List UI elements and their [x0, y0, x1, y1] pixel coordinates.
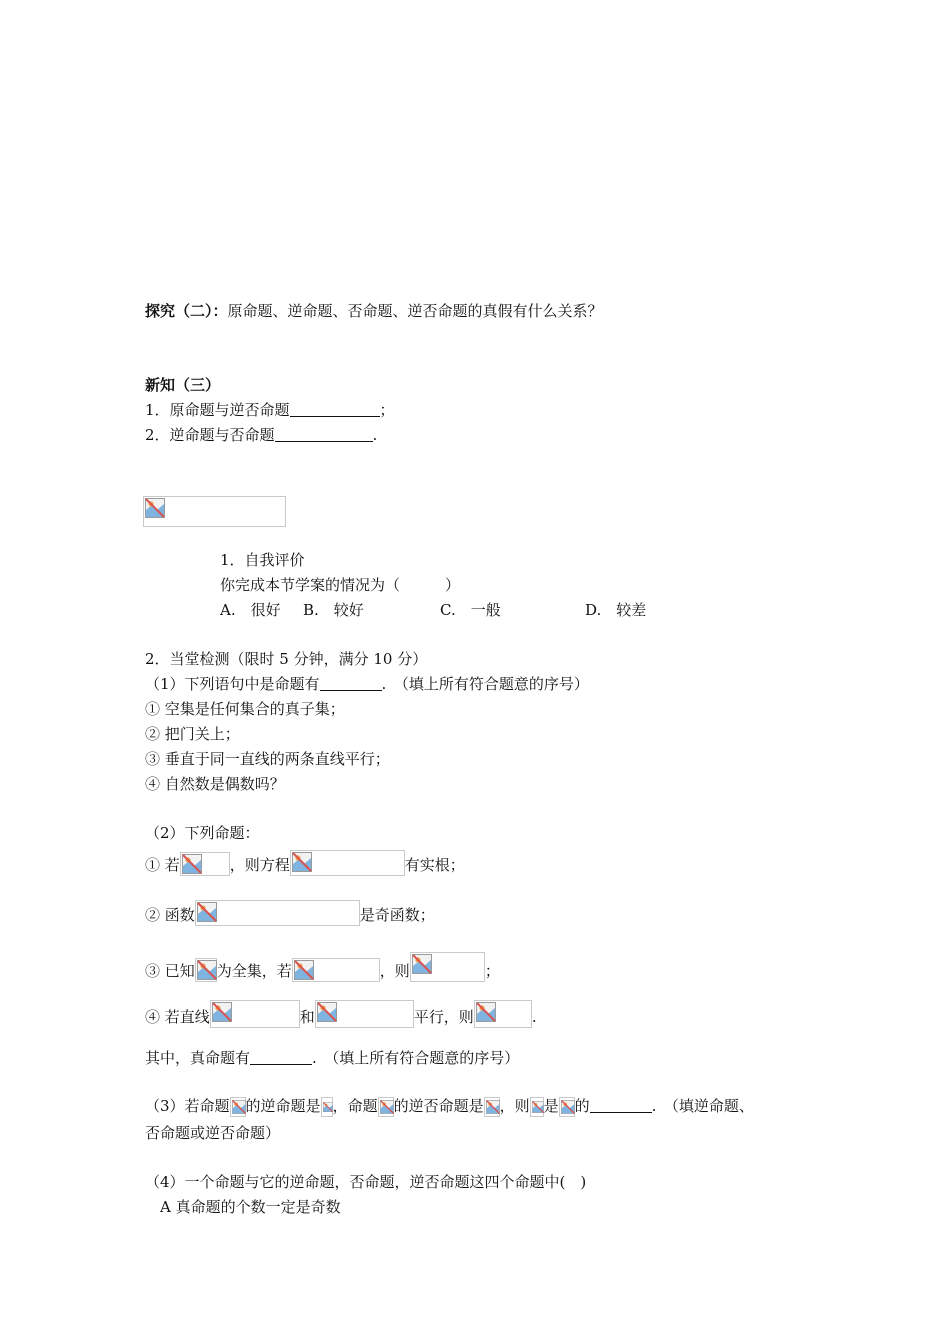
explore-2-question: 原命题、逆命题、否命题、逆否命题的真假有什么关系？	[227, 302, 603, 320]
broken-image-icon	[292, 852, 312, 872]
quiz-heading: 2．当堂检测（限时 5 分钟，满分 10 分）	[145, 650, 428, 668]
formula-image	[210, 1000, 300, 1028]
formula-image	[315, 1000, 414, 1028]
self-eval-question: 你完成本节学案的情况为（ ）	[220, 576, 461, 594]
q2-prop-4: ④ 若直线 和 平行，则 .	[145, 1000, 537, 1028]
broken-image-icon	[145, 498, 165, 518]
q2-prop-2: ② 函数 是奇函数；	[145, 900, 435, 926]
answer-blank[interactable]	[590, 1097, 652, 1113]
formula-image	[410, 952, 485, 982]
q3-line-2: 否命题或逆否命题）	[145, 1124, 281, 1142]
option-c[interactable]: C. 一般	[440, 601, 501, 619]
broken-image-icon	[317, 1002, 337, 1022]
q2-prop-3: ③ 已知 为全集，若 ，则 ；	[145, 952, 500, 982]
broken-image-icon	[197, 960, 217, 980]
broken-image-icon	[294, 960, 314, 980]
q3-line-1: （3）若命题 的逆命题是 ，命题 的逆否命题是 ，则 是 的 . （填逆命题、	[145, 1097, 754, 1115]
formula-image	[290, 850, 405, 876]
formula-image	[195, 900, 360, 926]
self-eval-heading: 1．自我评价	[220, 551, 305, 569]
answer-blank[interactable]	[290, 401, 380, 417]
q1-item-3: ③ 垂直于同一直线的两条直线平行；	[145, 750, 390, 768]
broken-image-icon	[212, 1002, 232, 1022]
q1-item-4: ④ 自然数是偶数吗？	[145, 775, 285, 793]
formula-image	[195, 958, 217, 982]
q4-stem: （4）一个命题与它的逆命题，否命题，逆否命题这四个命题中( )	[145, 1173, 587, 1191]
broken-image-icon	[486, 1099, 500, 1115]
option-a[interactable]: A. 很好	[220, 601, 281, 619]
formula-image	[321, 1097, 333, 1117]
broken-image-icon	[197, 902, 217, 922]
new-knowledge-item-2: 2．逆命题与否命题 .	[145, 426, 378, 444]
broken-image-icon	[412, 954, 432, 974]
option-d[interactable]: D. 较差	[585, 601, 647, 619]
new-knowledge-3-title: 新知（三）	[145, 376, 221, 394]
formula-image	[292, 958, 380, 982]
answer-blank[interactable]	[275, 426, 373, 442]
formula-image	[378, 1097, 394, 1117]
formula-image	[230, 1097, 246, 1117]
broken-image-icon	[182, 854, 202, 874]
explore-2-line	[145, 301, 603, 321]
broken-image-icon	[380, 1099, 394, 1115]
broken-image-icon	[476, 1002, 496, 1022]
broken-image-icon	[561, 1099, 575, 1115]
image-placeholder	[143, 496, 286, 527]
q2-prop-1: ① 若 ，则方程 有实根；	[145, 850, 465, 876]
formula-image	[180, 852, 230, 876]
broken-image-icon	[323, 1099, 333, 1115]
q1-item-1: ① 空集是任何集合的真子集；	[145, 700, 345, 718]
q4-option-a[interactable]: A 真命题的个数一定是奇数	[160, 1198, 341, 1216]
formula-image	[559, 1097, 575, 1117]
q1-item-2: ② 把门关上；	[145, 725, 240, 743]
q2-stem: （2）下列命题：	[145, 824, 260, 842]
formula-image	[530, 1097, 544, 1117]
answer-blank[interactable]	[250, 1049, 312, 1065]
q2-answer: 其中，真命题有 . （填上所有符合题意的序号）	[145, 1049, 520, 1067]
q1-stem: （1）下列语句中是命题有 . （填上所有符合题意的序号）	[145, 675, 589, 693]
formula-image	[484, 1097, 500, 1117]
option-b[interactable]: B. 较好	[303, 601, 364, 619]
broken-image-icon	[532, 1099, 544, 1115]
answer-blank[interactable]	[320, 675, 382, 691]
formula-image	[474, 1000, 532, 1028]
new-knowledge-item-1: 1．原命题与逆否命题 ；	[145, 401, 395, 419]
broken-image-icon	[232, 1099, 246, 1115]
explore-2-title: 探究（二）：	[145, 302, 228, 320]
